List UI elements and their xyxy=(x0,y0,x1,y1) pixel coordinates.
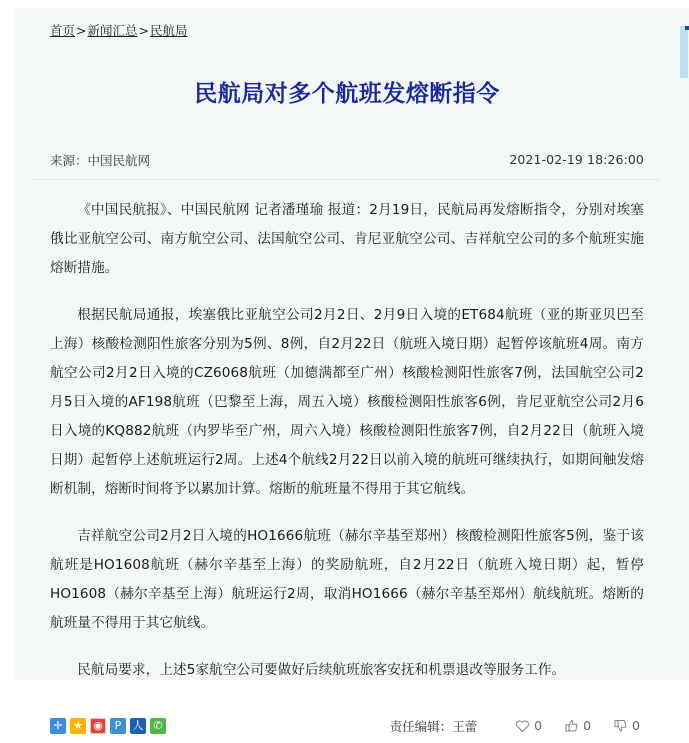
article-source: 来源：中国民航网 xyxy=(50,152,151,168)
thumbs-up-count: 0 xyxy=(583,718,592,734)
page-title: 民航局对多个航班发熔断指令 xyxy=(194,81,500,108)
favorite-star-icon[interactable]: ★ xyxy=(70,718,86,734)
breadcrumb-item-home[interactable]: 首页 xyxy=(50,23,76,38)
vertical-scrollbar-thumb[interactable] xyxy=(680,26,688,78)
heart-icon xyxy=(515,719,530,733)
article-paragraph: 民航局要求，上述5家航空公司要做好后续航班旅客安抚和机票退改等服务工作。 xyxy=(77,661,566,678)
share-add-icon[interactable]: ✛ xyxy=(50,718,66,734)
like-heart-stat[interactable] xyxy=(515,718,542,733)
article-body xyxy=(34,180,660,685)
article-publish-time: 2021-02-19 18:26:00 xyxy=(509,152,644,168)
footer-right xyxy=(390,717,644,735)
breadcrumb xyxy=(34,8,660,46)
article-page xyxy=(14,8,689,734)
breadcrumb-item-caac[interactable]: 民航局 xyxy=(150,23,188,38)
vertical-scrollbar-track[interactable] xyxy=(680,16,689,680)
thumbs-up-icon xyxy=(564,719,579,733)
article-paragraph: 《中国民航报》、中国民航网 记者潘瑾瑜 报道：2月19日，民航局再发熔断指令，分别对埃塞俄比亚航空公司、南方航空公司、法国航空公司、肯尼亚航空公司、吉祥航空公司的多个航班实施熔断措施。 xyxy=(50,201,644,276)
article-meta xyxy=(34,137,660,180)
scrollbar-top-cap xyxy=(685,26,689,30)
weibo-icon[interactable]: ◉ xyxy=(90,718,106,734)
article-paragraph: 根据民航局通报，埃塞俄比亚航空公司2月2日、2月9日入境的ET684航班（亚的斯亚贝巴至上海）核酸检测阳性旅客分别为5例、8例，自2月22日（航班入境日期）起暂停该航班4周。南方航空公司2月2日入境的CZ6068航班（加德满都至广州）核酸检测阳性旅客7例，法国航空公司2月5日入境的AF198航班（巴黎至上海，周五入境）核酸检测阳性旅客6例，肯尼亚航空公司2月6日入境的KQ882航班（内罗毕至广州，周六入境）核酸检测阳性旅客7例，自2月22日（航班入境日期）起暂停上述航班运行2周。上述4个航线2月22日以前入境的航班可继续执行，如期间触发熔断机制，熔断时间将予以累加计算。熔断的航班量不得用于其它航线。 xyxy=(50,306,644,497)
page-inner xyxy=(14,8,680,743)
thumbs-down-count: 0 xyxy=(632,718,640,734)
share-bar xyxy=(50,718,166,734)
breadcrumb-item-news[interactable]: 新闻汇总 xyxy=(87,23,138,38)
breadcrumb-separator-2: > xyxy=(138,23,149,38)
renren-icon[interactable]: 人 xyxy=(130,718,146,734)
breadcrumb-separator-1: > xyxy=(76,23,87,38)
wechat-icon[interactable]: ✆ xyxy=(150,718,166,734)
thumbs-down-stat[interactable] xyxy=(613,718,640,733)
responsible-editor: 责任编辑：王蕾 xyxy=(389,718,478,734)
like-count: 0 xyxy=(534,718,543,734)
qzone-icon[interactable]: P xyxy=(110,718,126,734)
article-paragraph: 吉祥航空公司2月2日入境的HO1666航班（赫尔辛基至郑州）核酸检测阳性旅客5例，鉴于该航班是HO1608航班（赫尔辛基至上海）的奖励航班，自2月22日（航班入境日期）起，暂停HO1608（赫尔辛基至上海）航班运行2周，取消HO1666（赫尔辛基至郑州）航线航班。熔断的航班量不得用于其它航线。 xyxy=(50,527,644,631)
thumbs-up-stat[interactable] xyxy=(564,718,591,733)
thumbs-down-icon xyxy=(613,719,628,733)
article-footer xyxy=(34,703,660,743)
